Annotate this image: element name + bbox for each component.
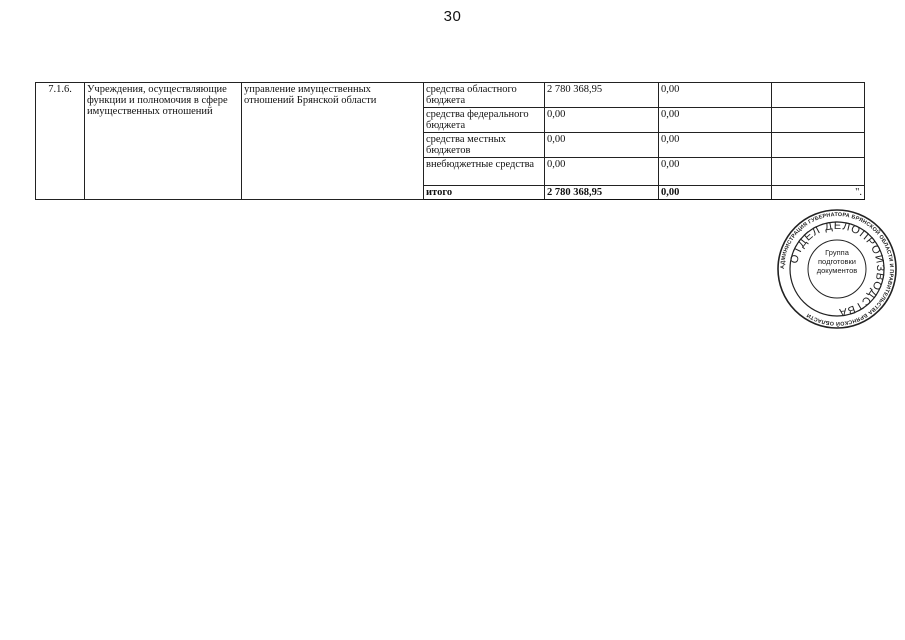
total-value2-cell: 0,00: [659, 186, 772, 200]
stamp-line: документов: [816, 266, 858, 275]
value2-cell: 0,00: [659, 108, 772, 133]
item-number-cell: 7.1.6.: [36, 83, 85, 200]
value1-cell: 0,00: [545, 133, 659, 158]
source-cell: средства федерального бюджета: [424, 108, 545, 133]
stamp-outer-text: АДМИНИСТРАЦИЯ ГУБЕРНАТОРА БРЯНСКОЙ ОБЛАСТИ И ПРАВИТЕЛЬСТВА БРЯНСКОЙ ОБЛАСТИ: [779, 211, 895, 327]
office-stamp: [776, 208, 898, 330]
value1-cell: 0,00: [545, 158, 659, 186]
institution-cell: Учреждения, осуществляющие функции и полномочия в сфере имущественных отношений: [85, 83, 242, 200]
value3-cell: [772, 108, 865, 133]
stamp-line: подготовки: [818, 257, 856, 266]
value2-cell: 0,00: [659, 133, 772, 158]
total-label-cell: итого: [424, 186, 545, 200]
stamp-center-text: [813, 248, 861, 275]
total-value3-cell: ".: [772, 186, 865, 200]
value3-cell: [772, 133, 865, 158]
source-cell: внебюджетные средства: [424, 158, 545, 186]
value3-cell: [772, 158, 865, 186]
page-number: 30: [443, 8, 462, 25]
source-cell: средства местных бюджетов: [424, 133, 545, 158]
table-row: [36, 83, 865, 108]
value1-cell: 2 780 368,95: [545, 83, 659, 108]
administrator-cell: управление имущественных отношений Брянской области: [242, 83, 424, 200]
budget-table: [35, 82, 865, 200]
value2-cell: 0,00: [659, 83, 772, 108]
value2-cell: 0,00: [659, 158, 772, 186]
source-cell: средства областного бюджета: [424, 83, 545, 108]
total-value1-cell: 2 780 368,95: [545, 186, 659, 200]
stamp-line: Группа: [825, 248, 849, 257]
value3-cell: [772, 83, 865, 108]
stamp-arc-text: ОТДЕЛ ДЕЛОПРОИЗВОДСТВА: [788, 219, 887, 319]
value1-cell: 0,00: [545, 108, 659, 133]
